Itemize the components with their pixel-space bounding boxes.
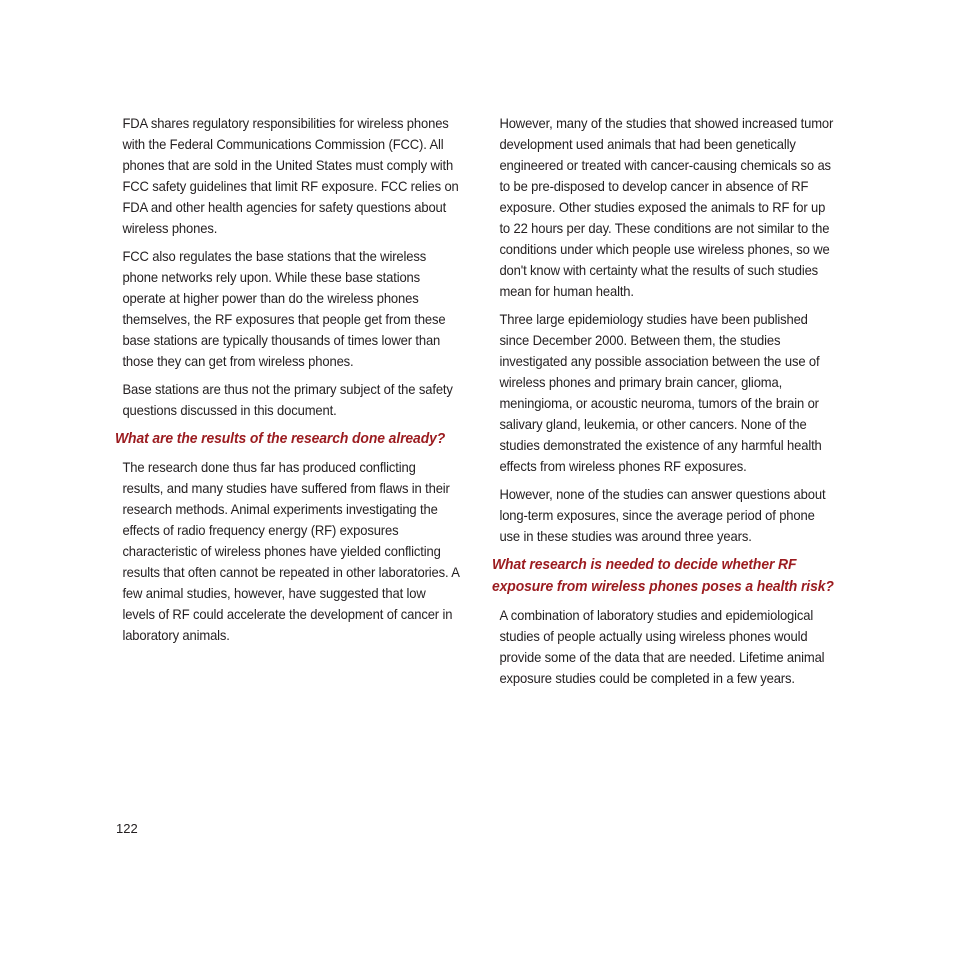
- paragraph-combination-studies: A combination of laboratory studies and epidemiological studies of people actually using wireless phones would provide some of the data that are needed. Lifetime animal exposure studies could be completed in a few years.: [499, 607, 825, 686]
- paragraph-base-stations-regulation: FCC also regulates the base stations that the wireless phone networks rely upon. While these base stations operate at higher power than do the wireless phones themselves, the RF exposures that people get from these base stations are typically thousands of times lower than those they can get from wireless phones.: [122, 248, 446, 369]
- paragraph-base-stations-subject: Base stations are thus not the primary subject of the safety questions discussed in this document.: [122, 381, 453, 418]
- right-column: [492, 113, 837, 696]
- paragraph-fda-fcc-responsibilities: FDA shares regulatory responsibilities for wireless phones with the Federal Communications Commission (FCC). All phones that are sold in the United States must comply with FCC safety guidelines that limit RF exposure. FCC relies on FDA and other health agencies for safety questions about wireless phones.: [122, 115, 459, 236]
- paragraph-conflicting-results: The research done thus far has produced conflicting results, and many studies have suffered from flaws in their research methods. Animal experiments investigating the effects of radio frequency energy (RF) exposures characteristic of wireless phones have yielded conflicting results that often cannot be repeated in other laboratories. A few animal studies, however, have suggested that low levels of RF could accelerate the development of cancer in laboratory animals.: [122, 459, 460, 643]
- heading-research-results: What are the results of the research done already?: [115, 431, 446, 447]
- paragraph-tumor-studies: However, many of the studies that showed increased tumor development used animals that had been genetically engineered or treated with cancer-causing chemicals so as to be pre-disposed to develop cancer in absence of RF exposure. Other studies exposed the animals to RF for up to 22 hours per day. These conditions are not similar to the conditions under which people use wireless phones, so we don't know with certainty what the results of such studies mean for human health.: [499, 115, 834, 299]
- heading-research-needed: What research is needed to decide whether RF exposure from wireless phones poses a health risk?: [492, 557, 834, 595]
- left-column: [115, 113, 460, 653]
- page-number: 122: [116, 821, 138, 836]
- paragraph-long-term-exposure: However, none of the studies can answer questions about long-term exposures, since the average period of phone use in these studies was around three years.: [499, 486, 826, 544]
- paragraph-epidemiology-studies: Three large epidemiology studies have been published since December 2000. Between them, the studies investigated any possible association between the use of wireless phones and primary brain cancer, glioma, meningioma, or acoustic neuroma, tumors of the brain or salivary gland, leukemia, or other cancers. None of the studies demonstrated the existence of any harmful health effects from wireless phones RF exposures.: [499, 311, 822, 474]
